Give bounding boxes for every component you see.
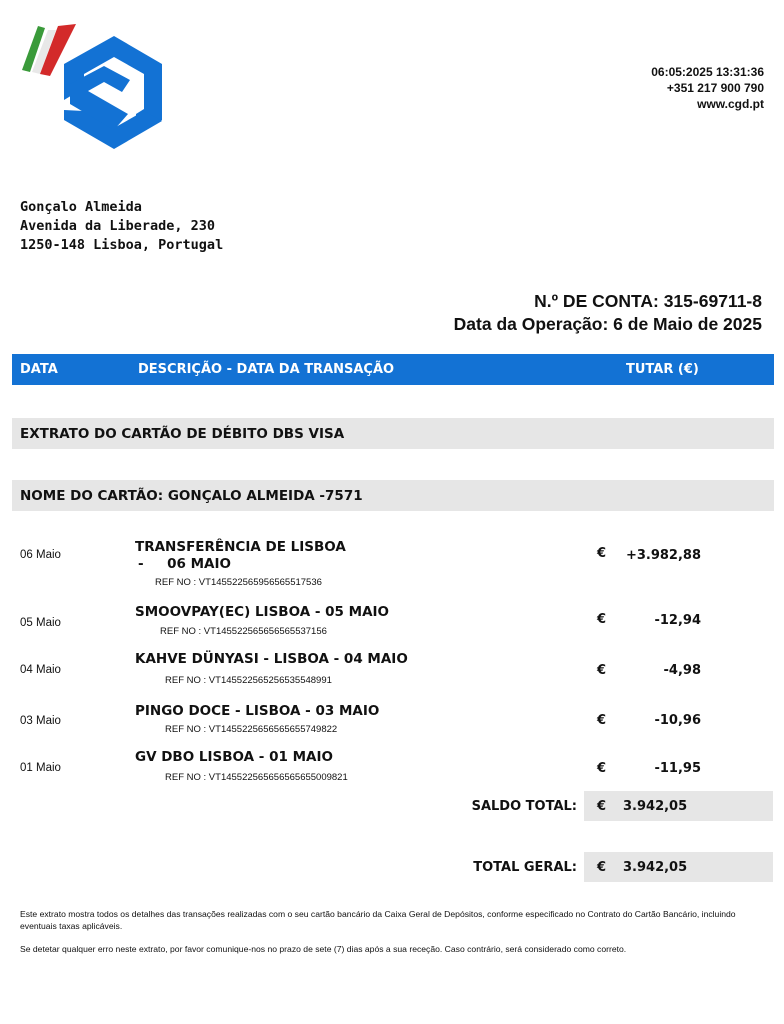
transaction-description: PINGO DOCE - LISBOA - 03 MAIO	[135, 703, 380, 719]
description-line: TRANSFERÊNCIA DE LISBOA	[135, 539, 346, 555]
currency-symbol: €	[597, 860, 607, 875]
account-number: N.º DE CONTA: 315-69711-8	[534, 291, 762, 311]
total-geral-value: 3.942,05	[623, 860, 688, 875]
transaction-amount: -10,96	[654, 713, 701, 728]
statement-title-bar	[12, 418, 774, 449]
transaction-amount: -12,94	[654, 613, 701, 628]
column-header-date: DATA	[20, 362, 58, 377]
bank-logo	[18, 18, 186, 160]
transaction-amount: -4,98	[663, 663, 701, 678]
bank-website[interactable]: www.cgd.pt	[697, 97, 764, 111]
transaction-date: 04 Maio	[20, 664, 61, 676]
footer-note: Este extrato mostra todos os detalhes das transações realizadas com o seu cartão bancário da Caixa Geral de Depósitos, conforme especificado no Contrato do Cartão Bancário, incluindo eventuais taxas aplicáveis.	[20, 909, 736, 931]
description-line: - 06 MAIO	[138, 556, 231, 572]
currency-symbol: €	[597, 761, 607, 776]
column-header-amount: TUTAR (€)	[626, 362, 699, 377]
total-geral-label: TOTAL GERAL:	[473, 860, 577, 875]
statement-datetime: 06:05:2025 13:31:36	[651, 65, 764, 79]
saldo-total-label: SALDO TOTAL:	[471, 799, 577, 814]
transaction-description: GV DBO LISBOA - 01 MAIO	[135, 749, 333, 765]
transaction-amount: +3.982,88	[625, 548, 701, 563]
transaction-date: 05 Maio	[20, 617, 61, 629]
saldo-total-box	[584, 791, 773, 821]
card-name: NOME DO CARTÃO: GONÇALO ALMEIDA -7571	[20, 488, 363, 504]
transaction-reference: REF NO : VT145522565256535548991	[165, 675, 332, 686]
transaction-description: KAHVE DÜNYASI - LISBOA - 04 MAIO	[135, 651, 408, 667]
card-name-bar	[12, 480, 774, 511]
transaction-amount: -11,95	[654, 761, 701, 776]
table-header	[12, 354, 774, 385]
customer-city: 1250-148 Lisboa, Portugal	[20, 237, 224, 253]
column-header-description: DESCRIÇÃO - DATA DA TRANSAÇÃO	[138, 362, 395, 377]
operation-date: Data da Operação: 6 de Maio de 2025	[453, 314, 762, 334]
statement-title: EXTRATO DO CARTÃO DE DÉBITO DBS VISA	[20, 426, 345, 442]
contact-info	[651, 64, 764, 112]
customer-name: Gonçalo Almeida	[20, 199, 142, 215]
total-geral-box	[584, 852, 773, 882]
saldo-total-value: 3.942,05	[623, 799, 688, 814]
transaction-date: 03 Maio	[20, 715, 61, 727]
footer-note: Se detetar qualquer erro neste extrato, por favor comunique-nos no prazo de sete (7) dias após a sua receção. Caso contrário, será considerado como correto.	[20, 944, 627, 954]
transaction-date: 01 Maio	[20, 762, 61, 774]
bank-phone: +351 217 900 790	[666, 81, 764, 95]
customer-street: Avenida da Liberade, 230	[20, 218, 216, 234]
customer-address	[20, 198, 223, 255]
currency-symbol: €	[597, 663, 607, 678]
account-info	[454, 290, 762, 336]
transaction-reference: REF NO : VT145522565656565655009821	[165, 772, 348, 783]
currency-symbol: €	[597, 799, 607, 814]
transaction-description: SMOOVPAY(EC) LISBOA - 05 MAIO	[135, 604, 390, 620]
currency-symbol: €	[597, 612, 607, 627]
transaction-reference: REF NO : VT1455225656565655749822	[165, 724, 338, 735]
transaction-reference: REF NO : VT145522565956565517536	[155, 577, 322, 588]
transaction-description	[135, 539, 346, 573]
currency-symbol: €	[597, 713, 607, 728]
currency-symbol: €	[597, 546, 607, 561]
transaction-reference: REF NO : VT145522565656565537156	[160, 626, 327, 637]
transaction-date: 06 Maio	[20, 549, 61, 561]
